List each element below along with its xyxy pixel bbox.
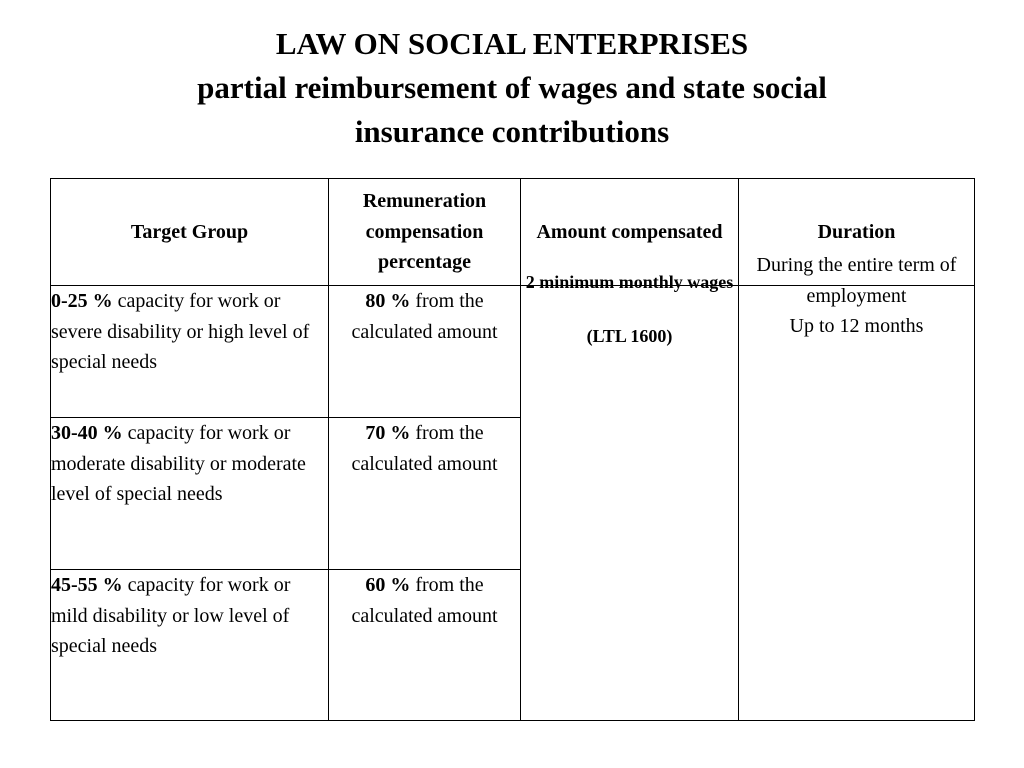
duration-line-2: Up to 12 months: [789, 315, 924, 337]
capacity-range: 45-55 %: [51, 574, 123, 596]
percentage-description: from the calculated amount: [351, 422, 498, 475]
amount-compensated-cell: [521, 272, 739, 721]
target-group-cell: [51, 570, 329, 721]
slide-subtitle-line-2: insurance contributions: [354, 114, 670, 149]
percentage-value: 70 %: [365, 422, 411, 444]
percentage-cell: [329, 418, 521, 570]
target-group-cell: [51, 418, 329, 570]
slide-title-block: [0, 22, 1024, 154]
header-amount: Amount compensated: [521, 179, 739, 286]
percentage-value: 60 %: [365, 574, 411, 596]
target-group-description: capacity for work or severe disability or high level of special needs: [51, 290, 310, 373]
header-target-group: Target Group: [51, 179, 329, 286]
table-row: [51, 286, 975, 418]
target-group-description: capacity for work or mild disability or low level of special needs: [51, 574, 291, 657]
percentage-cell: [329, 286, 521, 418]
capacity-range: 0-25 %: [51, 290, 113, 312]
percentage-cell: [329, 570, 521, 721]
percentage-description: from the calculated amount: [351, 574, 498, 627]
header-percentage: Remuneration compensation percentage: [329, 179, 521, 286]
target-group-cell: [51, 286, 329, 418]
percentage-description: from the calculated amount: [351, 290, 498, 343]
amount-compensated-value: 2 minimum monthly wages: [525, 272, 734, 292]
slide-subtitle-line-1: partial reimbursement of wages and state social: [197, 70, 827, 105]
duration-line-1: During the entire term of employment: [756, 254, 957, 307]
target-group-description: capacity for work or moderate disability or moderate level of special needs: [51, 422, 306, 505]
slide-title: LAW ON SOCIAL ENTERPRISES: [275, 26, 749, 61]
header-duration: Duration: [739, 179, 975, 286]
duration-cell: [739, 254, 975, 721]
reimbursement-table: [50, 178, 975, 721]
amount-compensated-note: (LTL 1600): [586, 326, 673, 346]
capacity-range: 30-40 %: [51, 422, 123, 444]
percentage-value: 80 %: [365, 290, 411, 312]
